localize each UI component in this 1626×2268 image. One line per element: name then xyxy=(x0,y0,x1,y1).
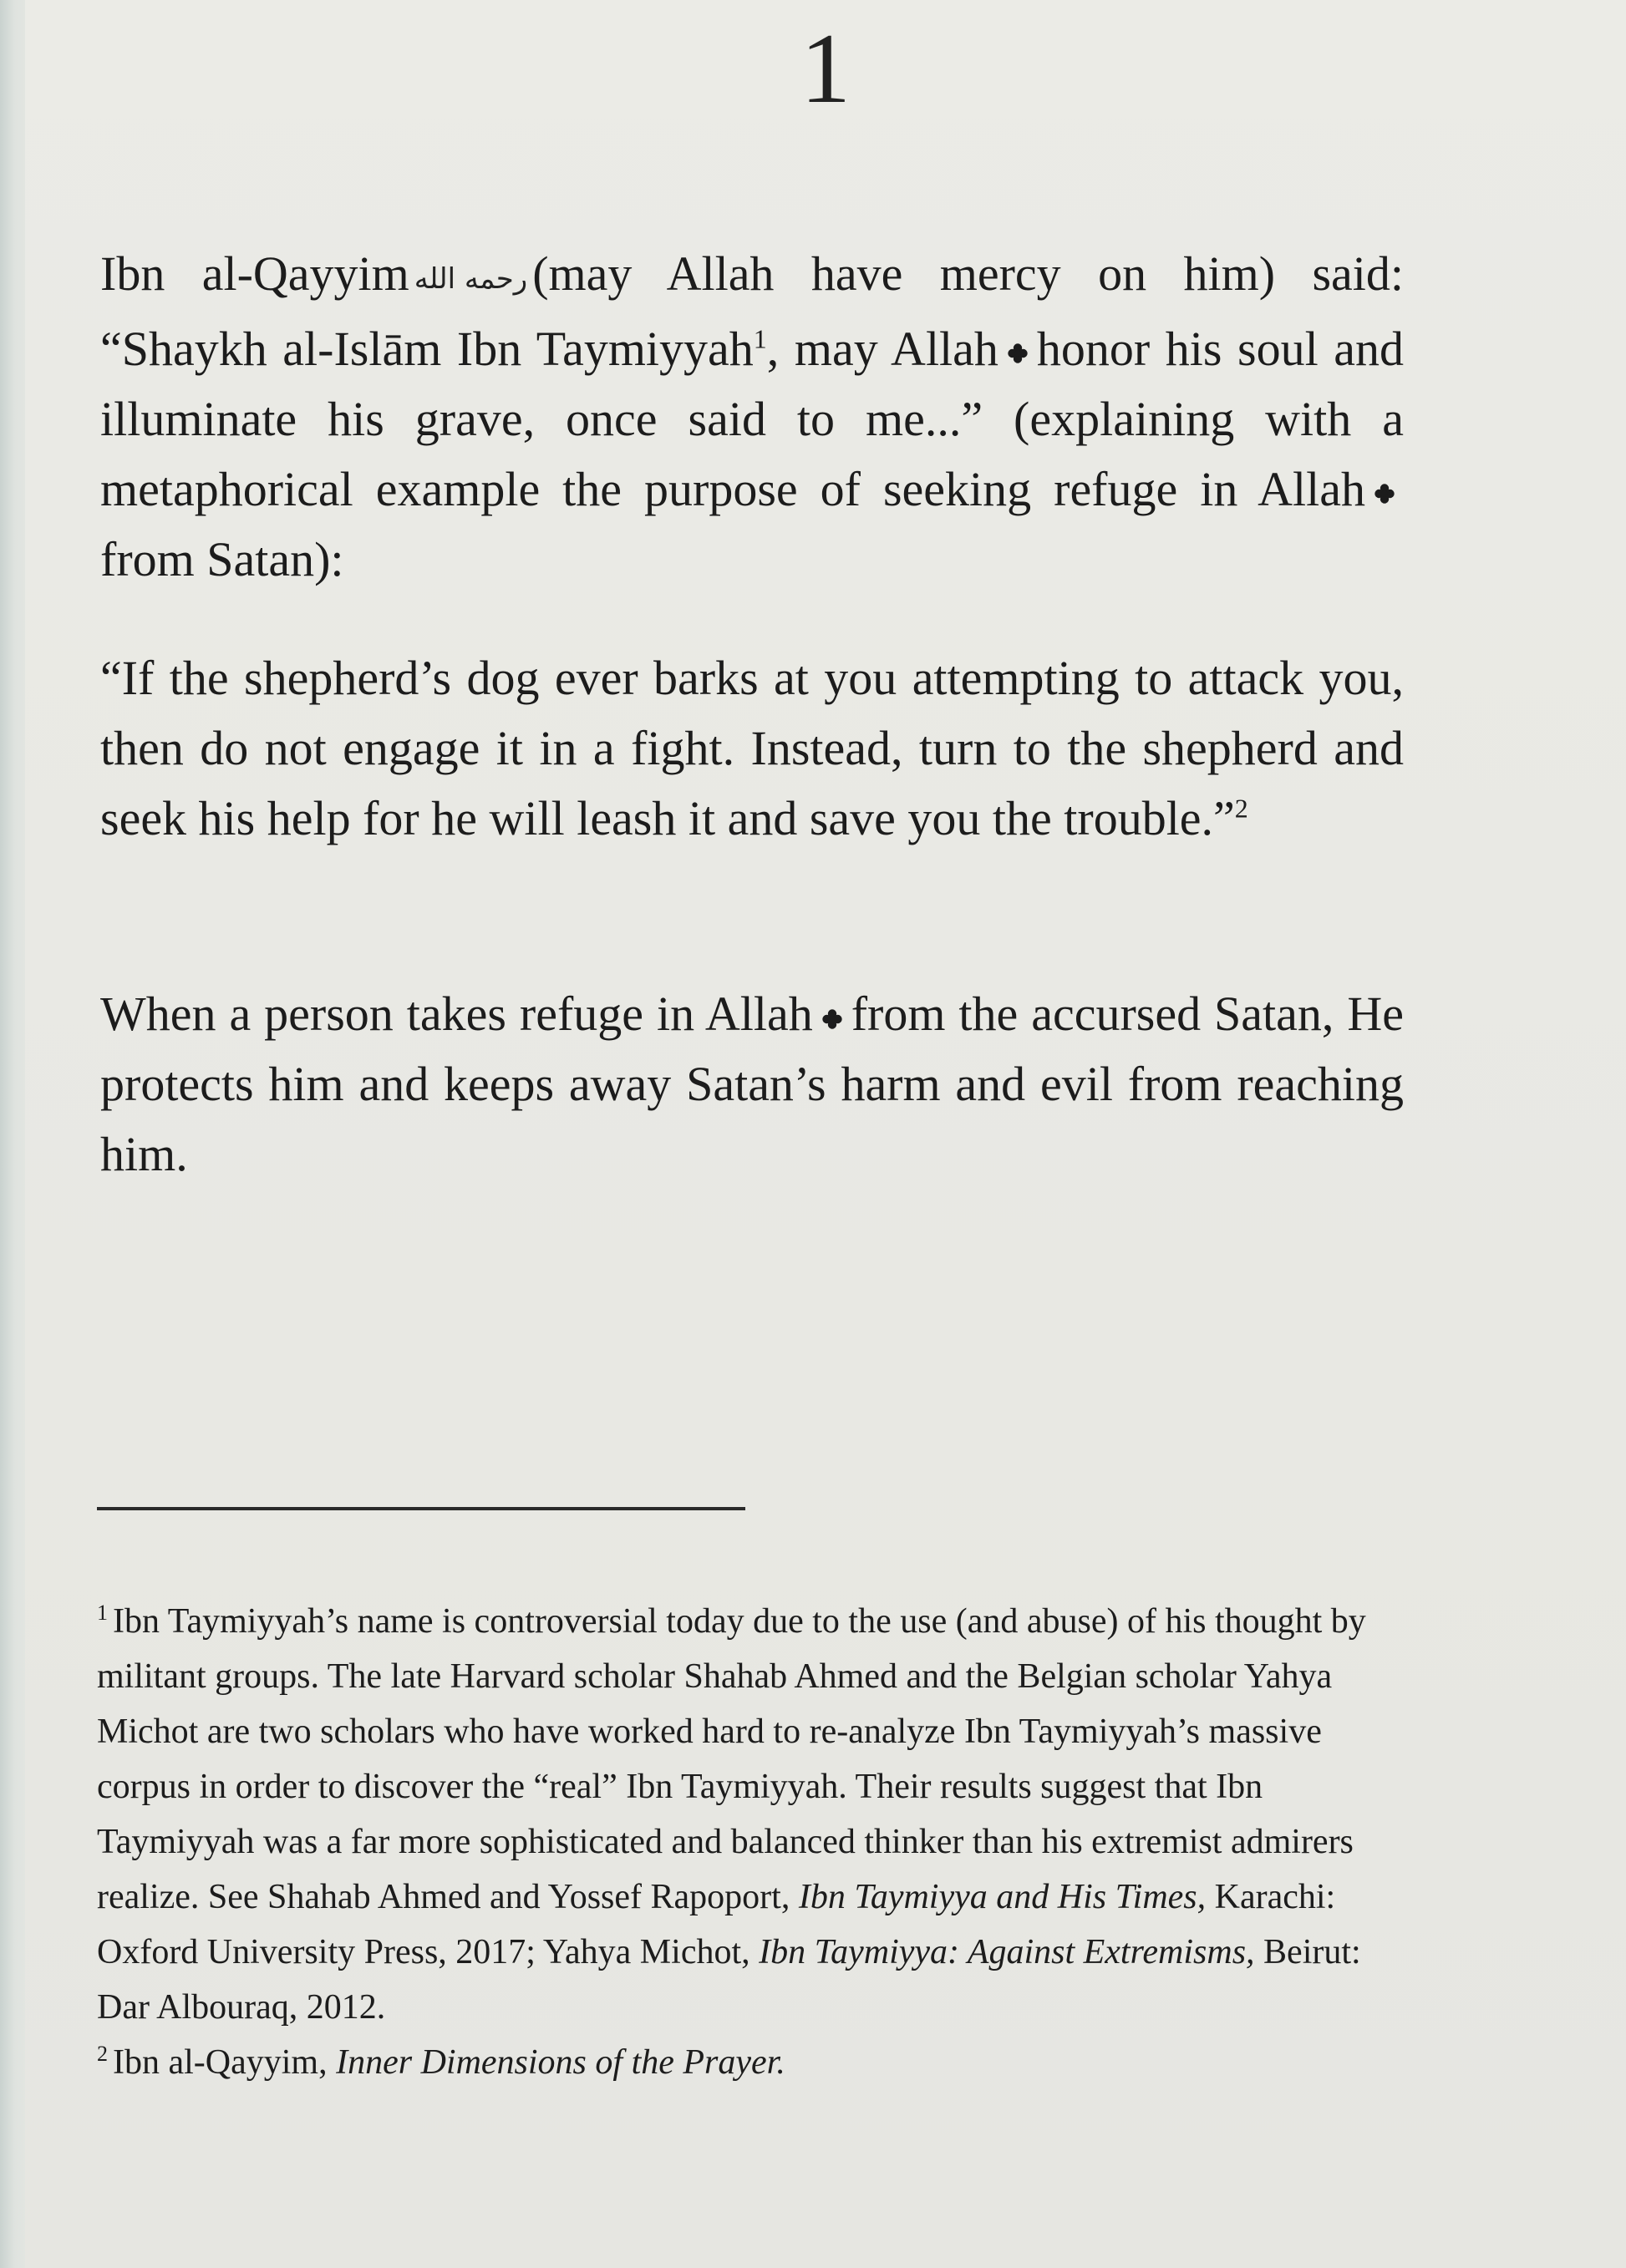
book-title: Inner Dimensions of the Prayer. xyxy=(336,2043,785,2082)
arabic-honorific: رحمه الله xyxy=(414,261,528,296)
footnote-divider xyxy=(97,1507,745,1510)
text: , may Allah xyxy=(766,321,998,376)
footnote-text: Beirut: Dar Albouraq, 2012. xyxy=(97,1933,1361,2027)
text: Ibn al-Qayyim xyxy=(100,246,409,301)
text: (may Allah have mercy on him) said: “Shaykh al-Islām Ibn Taymiyyah xyxy=(100,246,1404,376)
footnote-text: Ibn Taymiyyah’s name is controversial today due to the use (and abuse) of his thought by militant groups. The late Harvard scholar Shahab Ahmed and the Belgian scholar Yahya Michot are two scholars who have worked hard to re-analyze Ibn Taymiyyah’s massive corpus in order to discover the “real” Ibn Taymiyyah. Their results suggest that Ibn Taymiyyah was a far more sophisticated and balanced thinker than his extremist admirers realize. See Shahab Ahmed and Yossef Rapoport, xyxy=(97,1602,1366,1916)
footnote-1 xyxy=(97,1594,1400,2035)
text: honor his soul and illuminate his grave, once said to me...” (explaining with a metaphorical example the purpose of seeking refuge in Allah xyxy=(100,321,1405,516)
footnotes xyxy=(97,1594,1400,2090)
paragraph-intro xyxy=(100,239,1404,595)
paragraph-quote xyxy=(100,643,1404,854)
footnote-mark: 2 xyxy=(97,2042,108,2066)
book-page xyxy=(25,0,1626,2268)
chapter-number: 1 xyxy=(800,13,851,124)
text: from the accursed Satan, He protects him and keeps away Satan’s harm and evil from reaching him. xyxy=(100,987,1404,1181)
footnote-2 xyxy=(97,2035,1400,2090)
text: from Satan): xyxy=(100,531,344,586)
footnote-text: Karachi: Oxford University Press, 2017; Yahya Michot, xyxy=(97,1878,1336,1971)
flower-icon xyxy=(821,1008,843,1030)
footnote-mark: 1 xyxy=(97,1601,108,1625)
text: When a person takes refuge in Allah xyxy=(100,987,813,1041)
footnote-ref-2[interactable]: 2 xyxy=(1234,793,1248,824)
footnote-text: Ibn al-Qayyim, xyxy=(113,2043,328,2082)
flower-icon xyxy=(1374,483,1395,505)
book-title: Ibn Taymiyya and His Times, xyxy=(798,1878,1207,1916)
footnote-ref-1[interactable]: 1 xyxy=(753,323,767,354)
quote-text: “If the shepherd’s dog ever barks at you attempting to attack you, then do not engage it in a fight. Instead, turn to the shepherd and seek his help for he will leash it and save you the trouble.” xyxy=(100,651,1404,845)
book-title: Ibn Taymiyya: Against Extremisms, xyxy=(759,1933,1255,1971)
flower-icon xyxy=(1007,342,1029,364)
paragraph-explanation xyxy=(100,979,1404,1190)
